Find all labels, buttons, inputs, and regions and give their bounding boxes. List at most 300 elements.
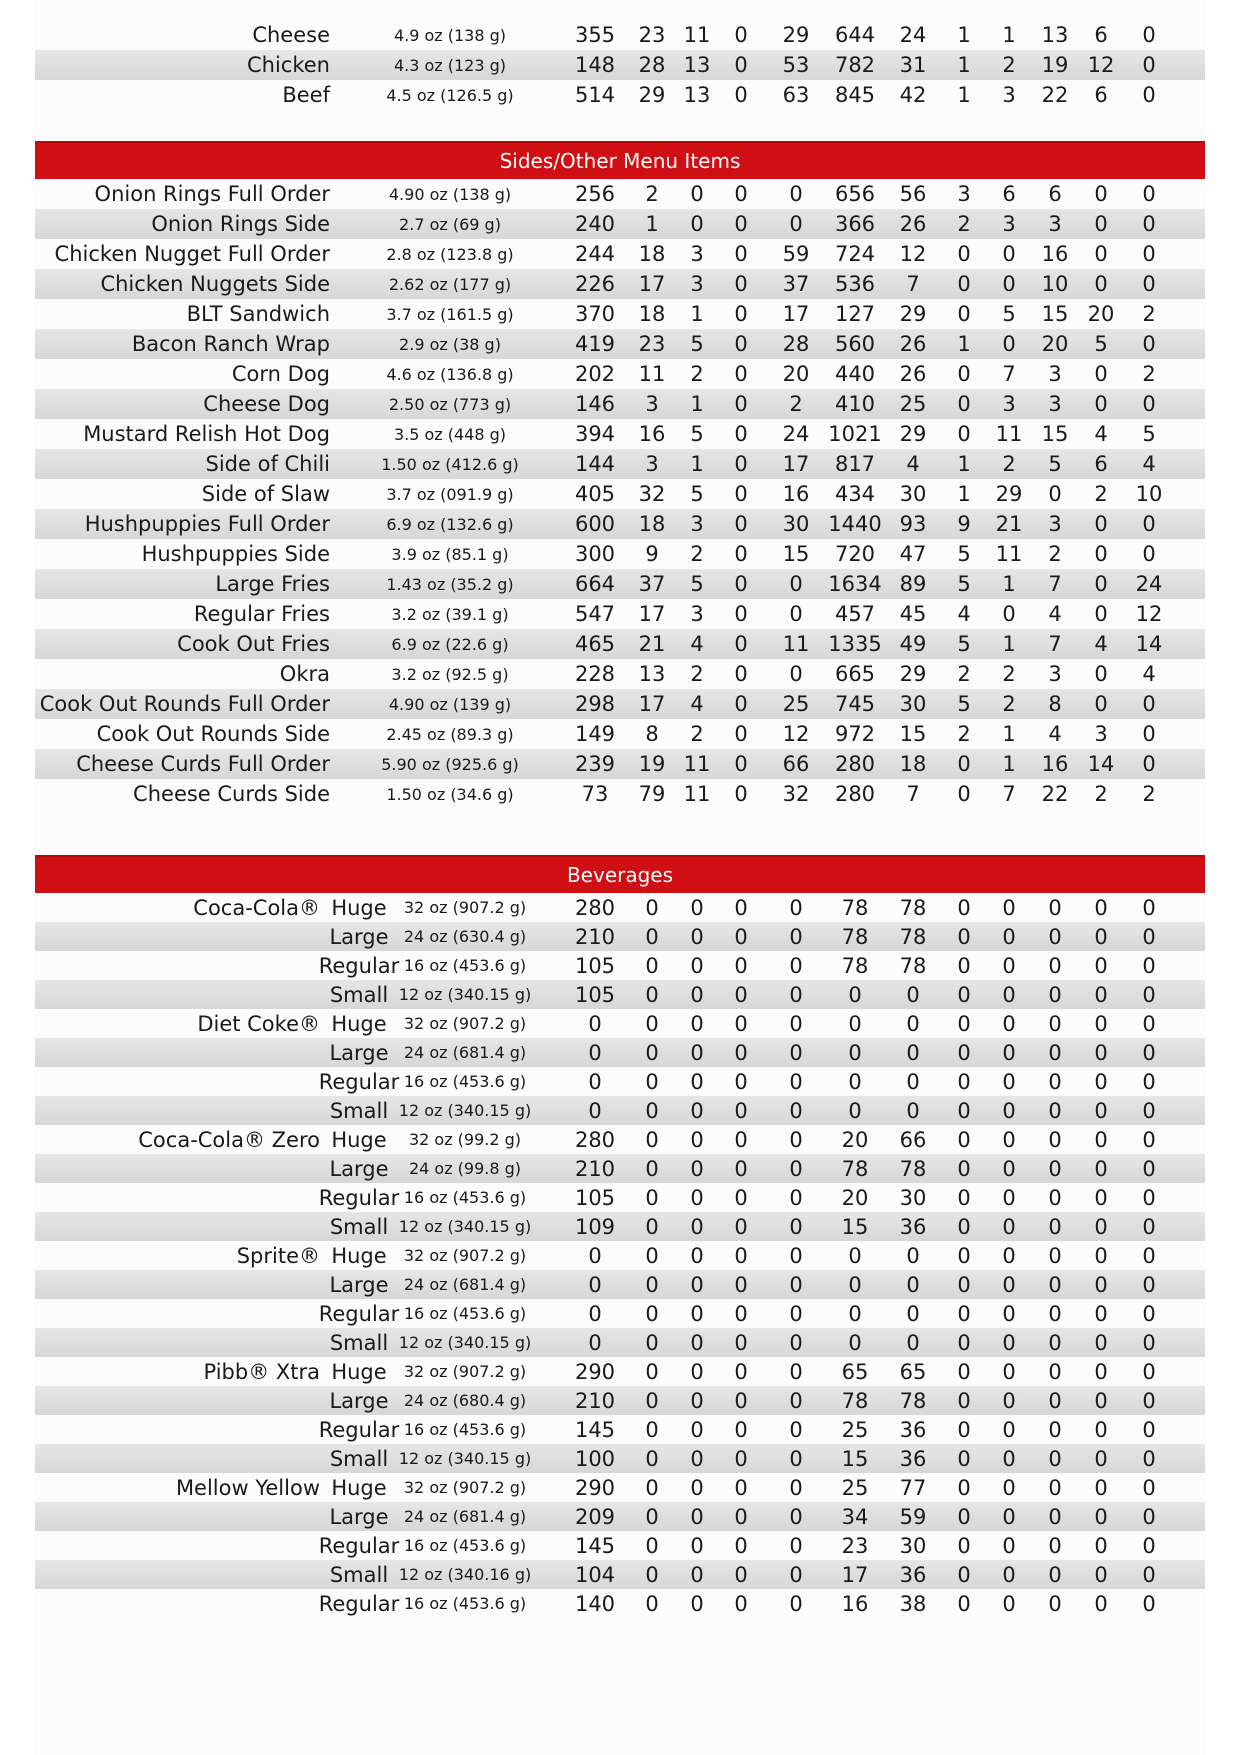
nutrient-value: 665 [834,662,876,686]
nutrient-value: 0 [1142,1011,1156,1036]
nutrient-value: 78 [841,924,869,949]
nutrient-value: 0 [1048,1156,1062,1181]
nutrient-value: 9 [957,512,971,536]
nutrient-value: 0 [734,895,748,920]
nutrient-value: 0 [957,1417,971,1442]
nutrient-value: 0 [789,1388,803,1413]
nutrient-value: 4 [1094,632,1108,656]
size-label: Small [329,1214,389,1239]
nutrient-value: 4 [1142,662,1156,686]
size-label: Large [329,1504,389,1529]
nutrient-value: 0 [1142,83,1156,107]
nutrient-value: 0 [1142,982,1156,1007]
nutrient-value: 0 [957,362,971,386]
nutrient-value: 0 [1094,572,1108,596]
nutrient-value: 0 [1094,1504,1108,1529]
nutrient-value: 0 [645,1214,659,1239]
nutrient-value: 78 [899,1156,927,1181]
nutrient-value: 0 [1094,1011,1108,1036]
nutrient-value: 30 [899,1533,927,1558]
item-name: Large Fries [215,572,330,596]
nutrient-value: 0 [588,1069,602,1094]
nutrient-value: 25 [782,692,810,716]
nutrient-value: 1021 [828,422,882,446]
serving-size: 2.8 oz (123.8 g) [386,244,514,264]
nutrient-value: 2 [1142,302,1156,326]
nutrient-value: 0 [906,1040,920,1065]
nutrient-value: 20 [1087,302,1115,326]
nutrient-value: 18 [899,752,927,776]
table-row [35,269,1205,299]
nutrient-value: 0 [690,212,704,236]
nutrient-value: 22 [1041,782,1069,806]
nutrient-value: 720 [834,542,876,566]
nutrient-value: 410 [834,392,876,416]
nutrient-value: 239 [574,752,616,776]
nutrient-value: 12 [782,722,810,746]
nutrient-value: 65 [841,1359,869,1384]
nutrient-value: 0 [734,1185,748,1210]
nutrient-value: 0 [957,1069,971,1094]
nutrient-value: 4 [690,692,704,716]
serving-size: 16 oz (453.6 g) [403,1536,527,1555]
nutrient-value: 0 [789,1504,803,1529]
nutrient-value: 0 [734,1272,748,1297]
nutrient-value: 37 [782,272,810,296]
nutrient-value: 280 [834,782,876,806]
size-label: Large [329,1156,389,1181]
nutrient-value: 0 [734,242,748,266]
nutrient-value: 2 [645,182,659,206]
nutrient-value: 0 [1094,662,1108,686]
nutrient-value: 0 [1002,953,1016,978]
nutrient-value: 1 [1002,752,1016,776]
nutrient-value: 0 [690,1330,704,1355]
nutrient-value: 0 [1094,392,1108,416]
nutrient-value: 20 [841,1127,869,1152]
nutrient-value: 11 [782,632,810,656]
nutrient-value: 5 [690,422,704,446]
nutrient-value: 0 [734,1562,748,1587]
nutrient-value: 11 [683,23,711,47]
nutrient-value: 355 [574,23,616,47]
nutrient-value: 0 [1048,1446,1062,1471]
nutrient-value: 13 [683,53,711,77]
nutrient-value: 0 [789,572,803,596]
nutrient-value: 0 [1094,1040,1108,1065]
item-name [35,1038,320,1067]
nutrient-value: 0 [1002,1359,1016,1384]
nutrient-value: 0 [1142,512,1156,536]
nutrient-value: 0 [789,953,803,978]
nutrient-value: 144 [574,452,616,476]
item-name [35,1502,320,1531]
nutrient-value: 12 [899,242,927,266]
nutrient-value: 59 [782,242,810,266]
nutrient-value: 0 [848,1069,862,1094]
nutrient-value: 0 [789,895,803,920]
nutrient-value: 2 [1002,662,1016,686]
table-row [35,629,1205,659]
nutrient-value: 0 [1142,1214,1156,1239]
nutrient-value: 0 [1002,1562,1016,1587]
serving-size: 24 oz (681.4 g) [403,1043,527,1062]
nutrient-value: 256 [574,182,616,206]
serving-size: 6.9 oz (132.6 g) [386,514,514,534]
nutrient-value: 4 [690,632,704,656]
nutrient-value: 0 [690,1185,704,1210]
table-row [35,922,1205,951]
item-name [35,980,320,1009]
serving-size: 32 oz (99.2 g) [408,1130,522,1149]
nutrient-value: 127 [834,302,876,326]
nutrient-value: 29 [638,83,666,107]
table-row [35,569,1205,599]
nutrient-value: 16 [1041,242,1069,266]
nutrient-value: 22 [1041,83,1069,107]
nutrient-value: 0 [957,895,971,920]
nutrient-value: 0 [848,1243,862,1268]
nutrient-value: 0 [645,924,659,949]
nutrient-value: 8 [1048,692,1062,716]
nutrient-value: 1 [690,452,704,476]
nutrient-value: 0 [1142,1301,1156,1326]
nutrient-value: 66 [782,752,810,776]
serving-size: 32 oz (907.2 g) [403,898,527,917]
nutrient-value: 0 [789,182,803,206]
nutrient-value: 9 [645,542,659,566]
nutrient-value: 0 [1094,982,1108,1007]
nutrient-value: 0 [789,1214,803,1239]
nutrient-value: 0 [734,982,748,1007]
nutrient-value: 2 [1002,452,1016,476]
nutrient-value: 0 [789,1591,803,1616]
item-name: Hushpuppies Full Order [84,512,330,536]
serving-size: 12 oz (340.15 g) [398,985,532,1004]
item-name: Chicken [247,53,330,77]
nutrient-value: 0 [957,1011,971,1036]
nutrient-value: 5 [1094,332,1108,356]
nutrient-value: 0 [1048,924,1062,949]
nutrient-value: 0 [645,1272,659,1297]
nutrient-value: 0 [690,1156,704,1181]
nutrient-value: 3 [1002,83,1016,107]
nutrient-value: 109 [574,1214,616,1239]
nutrient-value: 0 [690,924,704,949]
serving-size: 16 oz (453.6 g) [403,956,527,975]
nutrient-value: 0 [906,1243,920,1268]
nutrient-value: 36 [899,1446,927,1471]
table-row [35,389,1205,419]
size-label: Regular [318,1591,400,1616]
table-row [35,1270,1205,1299]
nutrient-value: 0 [957,1156,971,1181]
item-name [35,1270,320,1299]
nutrient-value: 0 [645,1243,659,1268]
nutrient-value: 4 [1048,722,1062,746]
nutrient-value: 656 [834,182,876,206]
nutrient-value: 0 [957,1098,971,1123]
nutrient-value: 0 [1094,542,1108,566]
nutrient-value: 3 [1048,662,1062,686]
item-name: Mustard Relish Hot Dog [83,422,330,446]
nutrient-value: 0 [1002,1475,1016,1500]
nutrient-value: 2 [957,722,971,746]
nutrient-value: 0 [734,953,748,978]
nutrient-value: 1335 [828,632,882,656]
nutrient-value: 0 [957,1533,971,1558]
nutrient-value: 11 [995,422,1023,446]
nutrient-value: 0 [1094,1301,1108,1326]
nutrient-value: 23 [638,332,666,356]
nutrient-value: 0 [1142,1359,1156,1384]
nutrient-value: 209 [574,1504,616,1529]
table-row [35,1125,1205,1154]
nutrient-value: 29 [995,482,1023,506]
nutrient-value: 0 [1048,1069,1062,1094]
nutrient-value: 11 [638,362,666,386]
nutrient-value: 0 [957,1040,971,1065]
nutrient-value: 0 [1002,1446,1016,1471]
nutrient-value: 0 [690,1446,704,1471]
nutrient-value: 0 [1142,895,1156,920]
nutrient-value: 32 [638,482,666,506]
nutrient-value: 89 [899,572,927,596]
nutrient-value: 29 [782,23,810,47]
nutrient-value: 100 [574,1446,616,1471]
nutrient-value: 17 [782,302,810,326]
nutrient-value: 0 [1002,1301,1016,1326]
nutrient-value: 47 [899,542,927,566]
nutrient-value: 26 [899,212,927,236]
nutrient-value: 1 [1002,23,1016,47]
nutrient-value: 0 [734,512,748,536]
nutrient-value: 0 [957,422,971,446]
nutrient-value: 0 [690,1475,704,1500]
nutrient-value: 0 [588,1098,602,1123]
nutrient-value: 0 [789,1243,803,1268]
nutrient-value: 0 [645,1446,659,1471]
nutrient-value: 0 [1142,692,1156,716]
nutrient-value: 0 [734,1098,748,1123]
nutrient-value: 0 [645,1359,659,1384]
nutrient-value: 13 [683,83,711,107]
serving-size: 24 oz (680.4 g) [403,1391,527,1410]
nutrient-value: 0 [1094,1098,1108,1123]
nutrient-value: 11 [995,542,1023,566]
nutrient-value: 6 [1048,182,1062,206]
item-name: Sprite® [236,1243,320,1268]
table-row [35,1531,1205,1560]
table-row [35,1212,1205,1241]
table-row [35,1415,1205,1444]
nutrient-value: 465 [574,632,616,656]
nutrient-value: 845 [834,83,876,107]
nutrient-value: 18 [638,302,666,326]
nutrient-value: 7 [906,782,920,806]
nutrient-value: 0 [1094,1243,1108,1268]
nutrient-value: 664 [574,572,616,596]
nutrient-value: 0 [734,422,748,446]
item-name [35,1560,320,1589]
serving-size: 12 oz (340.15 g) [398,1333,532,1352]
nutrient-value: 2 [1142,782,1156,806]
serving-size: 2.7 oz (69 g) [399,214,501,234]
nutrient-value: 0 [1002,1417,1016,1442]
nutrient-value: 5 [957,632,971,656]
nutrient-value: 3 [1048,512,1062,536]
size-label: Huge [331,1475,387,1500]
nutrient-value: 0 [645,1475,659,1500]
nutrient-value: 0 [1048,1475,1062,1500]
nutrient-value: 0 [957,1388,971,1413]
nutrient-value: 6 [1094,83,1108,107]
size-label: Small [329,1098,389,1123]
item-name [35,1154,320,1183]
size-label: Small [329,982,389,1007]
item-name [35,922,320,951]
table-row [35,1009,1205,1038]
item-name [35,1212,320,1241]
serving-size: 1.43 oz (35.2 g) [386,574,514,594]
nutrient-value: 0 [1094,1156,1108,1181]
nutrient-value: 0 [734,1591,748,1616]
nutrient-value: 0 [957,1185,971,1210]
nutrient-value: 0 [1002,242,1016,266]
serving-size: 4.9 oz (138 g) [393,25,507,45]
nutrient-value: 7 [1048,572,1062,596]
nutrient-value: 24 [899,23,927,47]
nutrient-value: 0 [645,1562,659,1587]
nutrient-value: 26 [899,362,927,386]
nutrient-value: 0 [734,1156,748,1181]
nutrient-value: 0 [906,982,920,1007]
nutrient-value: 0 [645,1069,659,1094]
nutrient-value: 0 [789,1185,803,1210]
item-name [35,1067,320,1096]
nutrient-value: 0 [1094,212,1108,236]
serving-size: 2.45 oz (89.3 g) [386,724,514,744]
nutrient-value: 3 [690,512,704,536]
nutrient-value: 2 [1094,782,1108,806]
nutrient-value: 0 [690,953,704,978]
size-label: Small [329,1446,389,1471]
beverages-section-header [35,855,1205,893]
nutrient-value: 1 [1002,632,1016,656]
nutrient-value: 0 [734,782,748,806]
nutrient-value: 1 [957,452,971,476]
serving-size: 2.50 oz (773 g) [388,394,512,414]
nutrient-value: 547 [574,602,616,626]
nutrient-value: 0 [734,23,748,47]
nutrient-value: 290 [574,1475,616,1500]
nutrient-value: 78 [841,1388,869,1413]
item-name [35,1531,320,1560]
table-row [35,1241,1205,1270]
nutrient-value: 0 [690,1359,704,1384]
nutrient-value: 11 [683,752,711,776]
nutrient-value: 0 [1094,242,1108,266]
nutrient-value: 0 [734,362,748,386]
nutrient-value: 37 [638,572,666,596]
nutrient-value: 24 [782,422,810,446]
nutrient-value: 0 [645,1185,659,1210]
nutrient-value: 148 [574,53,616,77]
size-label: Regular [318,1185,400,1210]
item-name [35,1444,320,1473]
nutrient-value: 0 [734,452,748,476]
nutrient-value: 0 [848,1301,862,1326]
nutrient-value: 0 [690,1069,704,1094]
serving-size: 2.9 oz (38 g) [399,334,501,354]
nutrient-value: 0 [1142,924,1156,949]
nutrient-value: 0 [1142,1417,1156,1442]
nutrient-value: 23 [841,1533,869,1558]
nutrient-value: 0 [645,1504,659,1529]
nutrient-value: 4 [1142,452,1156,476]
nutrient-value: 394 [574,422,616,446]
nutrient-value: 0 [1002,1069,1016,1094]
nutrient-value: 0 [1002,1098,1016,1123]
nutrient-value: 0 [957,1127,971,1152]
nutrient-value: 0 [1048,895,1062,920]
nutrient-value: 4 [957,602,971,626]
table-row [35,299,1205,329]
size-label: Large [329,924,389,949]
nutrient-value: 0 [645,1533,659,1558]
item-name: Onion Rings Full Order [94,182,330,206]
nutrient-value: 0 [645,1388,659,1413]
nutrient-value: 0 [1094,1127,1108,1152]
nutrient-value: 405 [574,482,616,506]
nutrient-value: 0 [789,662,803,686]
serving-size: 12 oz (340.15 g) [398,1449,532,1468]
serving-size: 1.50 oz (412.6 g) [381,454,519,474]
table-row [35,1444,1205,1473]
nutrient-value: 0 [645,1098,659,1123]
nutrient-value: 0 [734,1040,748,1065]
nutrient-value: 0 [588,1243,602,1268]
nutrient-value: 0 [734,1388,748,1413]
table-row [35,209,1205,239]
nutrient-value: 0 [1094,1388,1108,1413]
nutrient-value: 0 [957,392,971,416]
nutrient-value: 0 [734,924,748,949]
nutrient-value: 0 [690,1417,704,1442]
table-row [35,599,1205,629]
serving-size: 16 oz (453.6 g) [403,1420,527,1439]
nutrient-value: 2 [690,662,704,686]
nutrient-value: 0 [690,982,704,1007]
nutrient-value: 30 [899,482,927,506]
nutrient-value: 29 [899,662,927,686]
nutrient-value: 1 [957,23,971,47]
nutrient-value: 78 [841,1156,869,1181]
nutrient-value: 21 [638,632,666,656]
nutrient-value: 0 [789,1417,803,1442]
nutrient-value: 0 [906,1069,920,1094]
nutrient-value: 24 [1135,572,1163,596]
nutrient-value: 19 [638,752,666,776]
table-row [35,1096,1205,1125]
nutrient-value: 0 [957,982,971,1007]
size-label: Regular [318,1533,400,1558]
nutrient-value: 724 [834,242,876,266]
nutrient-value: 0 [957,1301,971,1326]
item-name: Side of Chili [205,452,330,476]
nutrient-value: 53 [782,53,810,77]
nutrient-value: 0 [1094,1533,1108,1558]
